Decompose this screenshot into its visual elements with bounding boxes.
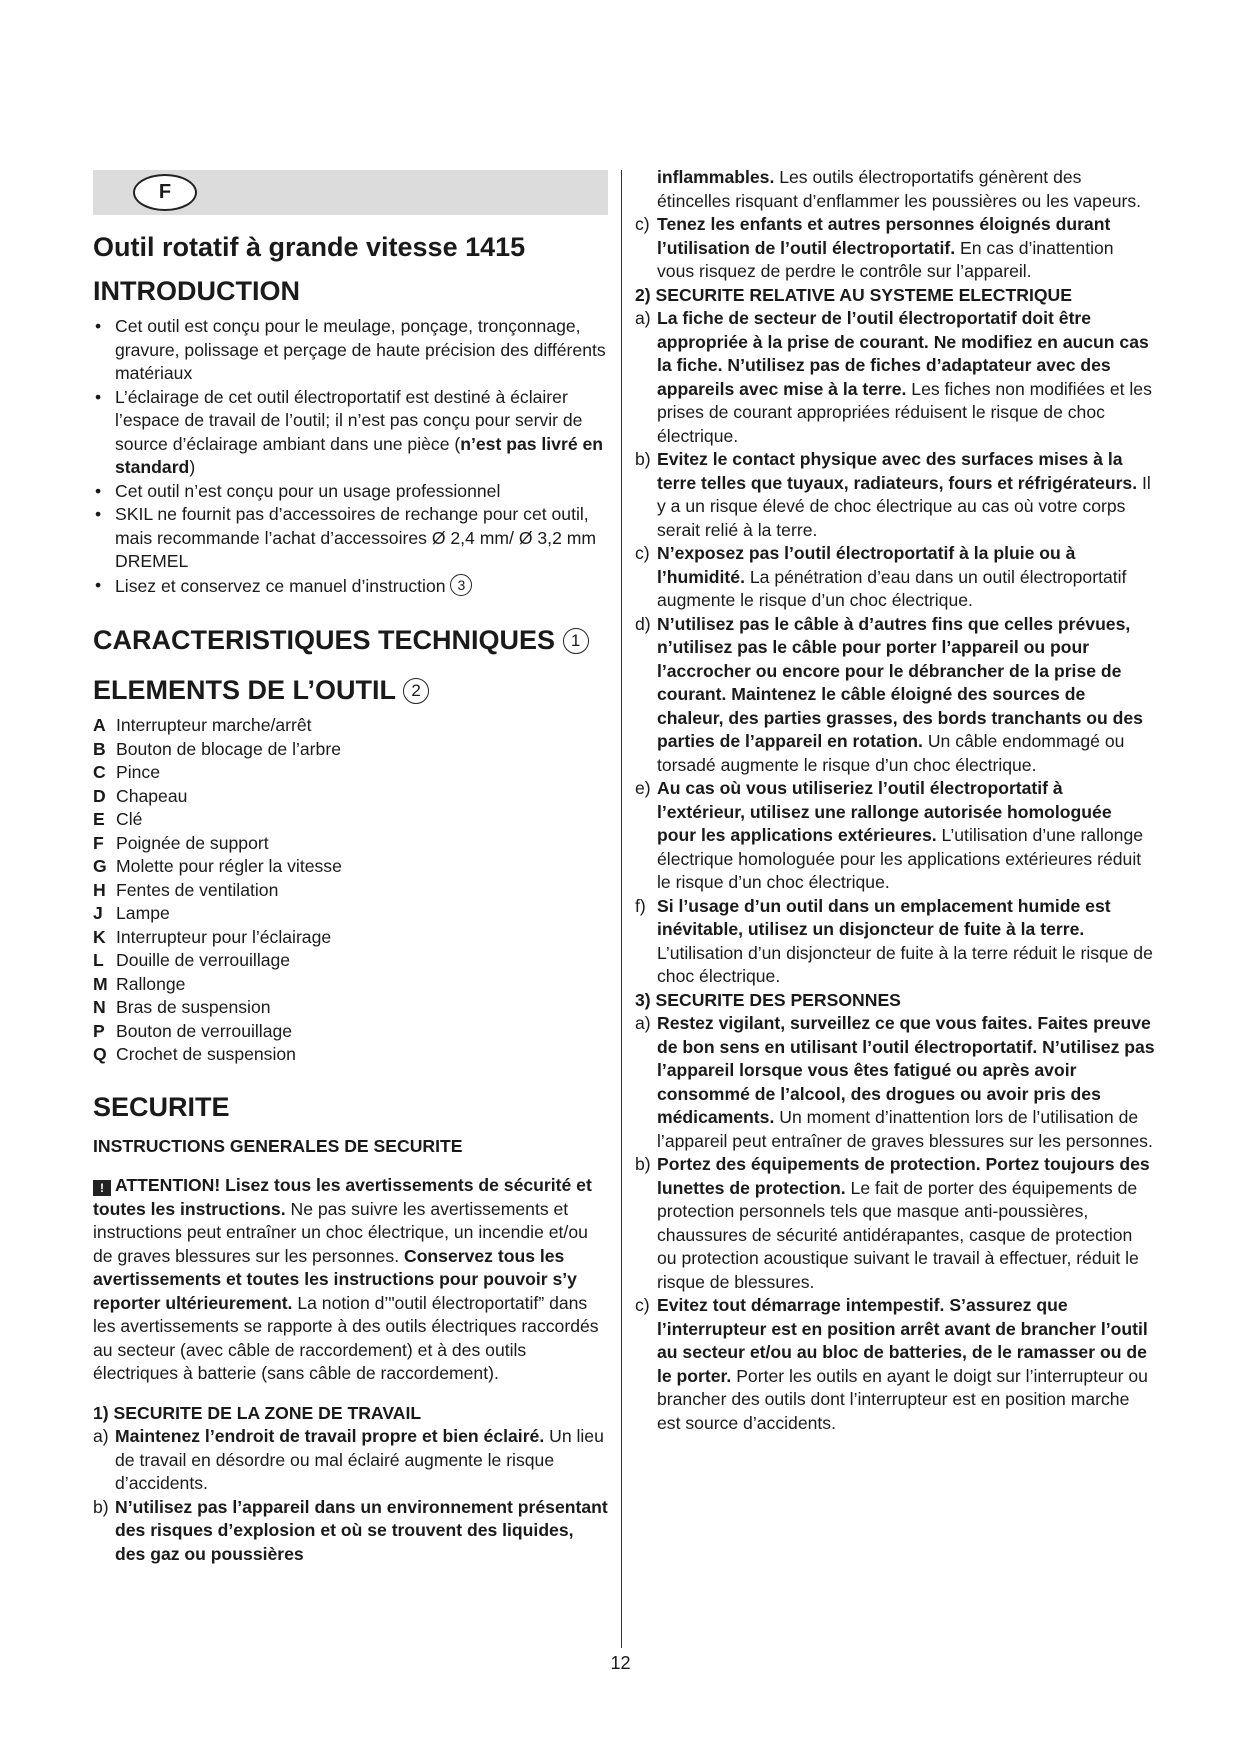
part-item [93,879,608,903]
right-column [635,166,1155,1435]
figure-ref-3: 3 [450,574,472,596]
part-label: Fentes de ventilation [116,879,279,900]
column-divider [621,170,622,1648]
part-key: Q [93,1044,107,1064]
part-label: Pince [116,762,161,782]
specs-heading: CARACTERISTIQUES TECHNIQUES 1 [93,622,608,658]
part-label: Interrupteur pour l’éclairage [116,926,332,947]
part-key: J [93,903,103,923]
part-label: Chapeau [116,785,188,806]
part-item [93,761,608,785]
part-key: N [93,997,106,1017]
rule-1a: a) Maintenez l’endroit de travail propre et bien éclairé. Un lieu de travail en désordre ou mal éclairé augmente le risque d’accidents. [93,1426,604,1493]
part-item [93,714,608,738]
part-item [93,949,608,973]
part-key: F [93,832,104,853]
part-item [93,808,608,832]
part-label: Lampe [116,903,170,923]
part-item [93,973,608,997]
page-number: 12 [610,1653,631,1673]
rule-3b: b) Portez des équipements de protection. Portez toujours des lunettes de protection. Le fait de porter des équipements de protection personnels tels que masque anti-poussières, chaussures de sécurité antidérapantes, casque de protection ou protection acoustique suivant le travail à effectuer, réduit le risque de blessures. [635,1154,1150,1292]
rule-2f: f) Si l’usage d’un outil dans un emplacement humide est inévitable, utilisez un disjoncteur de fuite à la terre. L’utilisation d’un disjoncteur de fuite à la terre réduit le risque de choc électrique. [635,895,1153,986]
language-bar [93,170,608,215]
left-column [93,170,608,1566]
part-label: Bouton de blocage de l’arbre [116,738,341,759]
security-subheading: INSTRUCTIONS GENERALES DE SECURITE [93,1135,463,1156]
list-item: • Cet outil est conçu pour le meulage, ponçage, tronçonnage, gravure, polissage et perçage de haute précision des différents matériaux [93,315,608,386]
rule-2e: e) Au cas où vous utiliseriez l’outil électroportatif à l’extérieur, utilisez une rallonge autorisée homologuée pour les applications extérieures. L’utilisation d’une rallonge électrique homologuée pour les applications extérieures réduit le risque d’un choc électrique. [635,778,1144,892]
part-item [93,785,608,809]
part-label: Bouton de verrouillage [116,1020,293,1041]
part-key: A [93,715,106,735]
part-key: G [93,856,107,876]
warning-icon: ! [93,1180,111,1196]
part-item [93,1043,608,1067]
rule-2c: c) N’exposez pas l’outil électroportatif à la pluie ou à l’humidité. La pénétration d’eau dans un outil électroportatif augmente le risque d’un choc électrique. [635,543,1127,610]
part-label: Douille de verrouillage [116,950,291,970]
part-item [93,996,608,1020]
part-item [93,902,608,926]
page-title: Outil rotatif à grande vitesse 1415 [93,232,526,262]
rule-1c: c) Tenez les enfants et autres personnes éloignés durant l’utilisation de l’outil électroportatif. En cas d’inattention vous risquez de perdre le contrôle sur l’appareil. [635,214,1114,281]
part-label: Interrupteur marche/arrêt [116,715,312,735]
rule-2d: d) N’utilisez pas le câble à d’autres fins que celles prévues, n’utilisez pas le câble pour porter l’appareil ou pour l’accrocher ou encore pour le débrancher de la prise de courant. Maintenez le câble éloigné des sources de chaleur, des parties grasses, des bords tranchants ou des parties de l’appareil en rotation. Un câble endommagé ou torsadé augmente le risque d’un choc électrique. [635,613,1143,775]
part-label: Clé [116,809,143,829]
part-key: B [93,738,106,759]
part-item [93,738,608,762]
elements-heading: ELEMENTS DE L’OUTIL 2 [93,672,608,708]
list-item: • L’éclairage de cet outil électroportatif est destiné à éclairer l’espace de travail de l’outil; il n’est pas conçu pour servir de source d’éclairage ambiant dans une pièce (n’est pas livré en standard) [93,386,608,480]
security-heading: SECURITE [93,1091,230,1122]
part-label: Bras de suspension [116,997,271,1017]
part-item [93,855,608,879]
section-2-heading: 2) SECURITE RELATIVE AU SYSTEME ELECTRIQUE [635,284,1072,305]
part-key: L [93,950,104,970]
rule-1b: b) N’utilisez pas l’appareil dans un environnement présentant des risques d’explosion et où se trouvent des liquides, des gaz ou poussières [93,1496,608,1564]
part-item [93,1020,608,1044]
language-badge: F [133,174,197,211]
part-key: E [93,809,105,829]
part-label: Poignée de support [116,832,269,853]
part-key: D [93,785,106,806]
intro-list [93,315,608,598]
list-item: • Lisez et conservez ce manuel d’instruction 3 [93,574,608,599]
part-item [93,926,608,950]
rule-2a: a) La fiche de secteur de l’outil électroportatif doit être appropriée à la prise de courant. Ne modifiez en aucun cas la fiche. N’utilisez pas de fiches d’adaptateur avec des appareils avec mise à la terre. Les fiches non modifiées et les prises de courant appropriées réduisent le risque de choc électrique. [635,308,1152,446]
part-key: K [93,926,106,947]
section-1-heading: 1) SECURITE DE LA ZONE DE TRAVAIL [93,1402,422,1423]
part-key: M [93,973,108,994]
intro-heading: INTRODUCTION [93,276,300,306]
figure-ref-1: 1 [563,628,589,654]
part-key: P [93,1020,105,1041]
general-warning: ! ATTENTION! Lisez tous les avertissements de sécurité et toutes les instructions. Ne pas suivre les avertissements et instructions peut entraîner un choc électrique, un incendie et/ou de graves blessures sur les personnes. Conservez tous les avertissements et toutes les instructions pour pouvoir s’y reporter ultérieurement. La notion d’"outil électroportatif” dans les avertissements se rapporte à des outils électriques raccordés au secteur (avec câble de raccordement) et à des outils électriques à batterie (sans câble de raccordement). [93,1175,599,1383]
rule-2b: b) Evitez le contact physique avec des surfaces mises à la terre telles que tuyaux, radiateurs, fours et réfrigérateurs. Il y a un risque élevé de choc électrique au cas où votre corps serait relié à la terre. [635,449,1151,540]
list-item: • SKIL ne fournit pas d’accessoires de rechange pour cet outil, mais recommande l’achat d’accessoires Ø 2,4 mm/ Ø 3,2 mm DREMEL [93,503,608,574]
part-label: Rallonge [116,973,186,994]
part-key: H [93,879,106,900]
figure-ref-2: 2 [403,678,429,704]
part-label: Crochet de suspension [116,1044,296,1064]
rule-3c: c) Evitez tout démarrage intempestif. S’assurez que l’interrupteur est en position arrêt avant de brancher l’outil au secteur et/ou au bloc de batteries, de le ramasser ou de le porter. Porter les outils en ayant le doigt sur l’interrupteur ou brancher des outils dont l’interrupteur est en position marche est source d’accidents. [635,1295,1148,1433]
section-3-heading: 3) SECURITE DES PERSONNES [635,989,901,1010]
parts-list [93,714,608,1067]
rule-3a: a) Restez vigilant, surveillez ce que vous faites. Faites preuve de bon sens en utilisant l’outil électroportatif. N’utilisez pas l’appareil lorsque vous êtes fatigué ou après avoir consommé de l’alcool, des drogues ou avoir pris des médicaments. Un moment d’inattention lors de l’utilisation de l’appareil peut entraîner de graves blessures sur les personnes. [635,1013,1155,1151]
list-item: • Cet outil n’est conçu pour un usage professionnel [93,480,608,504]
rule-1b-continued: inflammables. Les outils électroportatifs génèrent des étincelles risquant d’enflammer les poussières ou les vapeurs. [657,167,1142,211]
part-label: Molette pour régler la vitesse [116,856,342,876]
part-item [93,832,608,856]
part-key: C [93,762,106,782]
bold-note: n’est pas livré en standard [115,433,604,477]
